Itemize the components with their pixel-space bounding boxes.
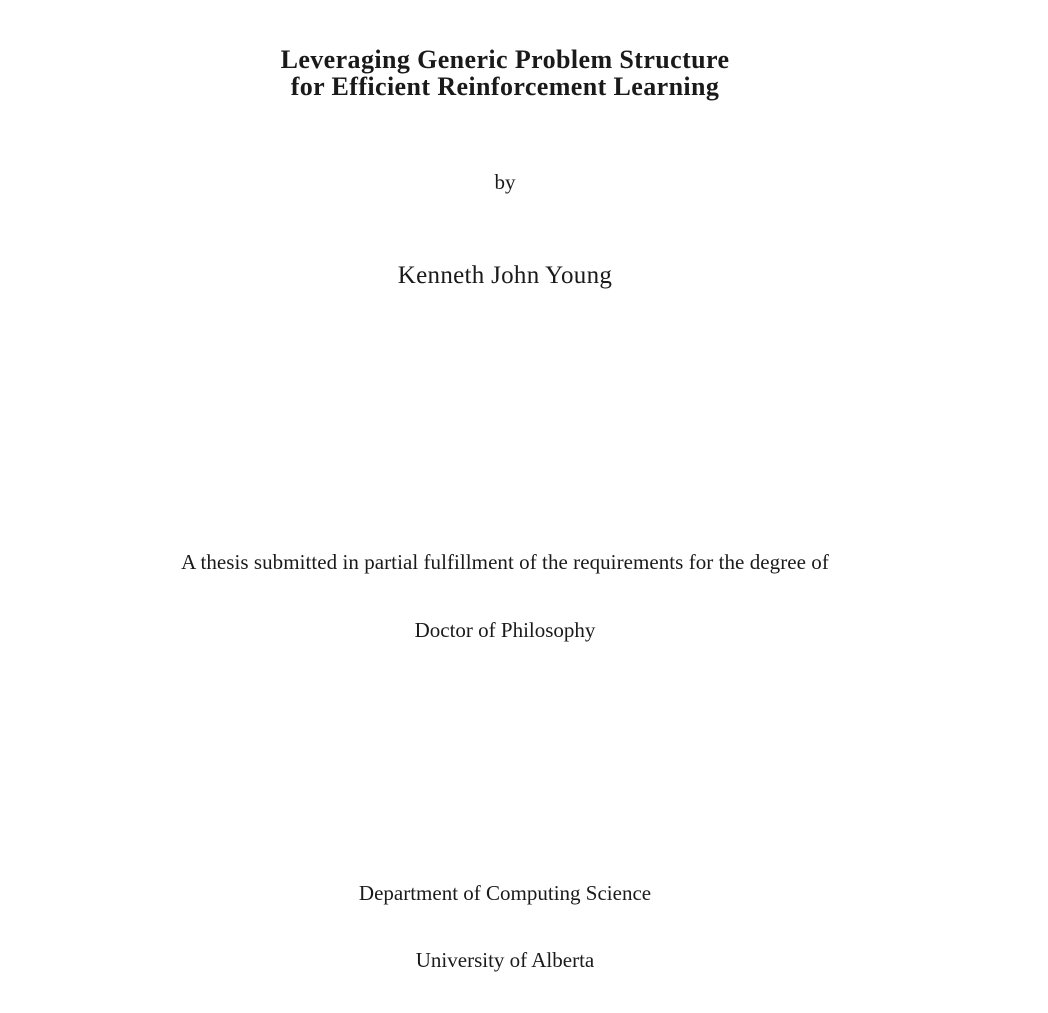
degree-name: Doctor of Philosophy — [414, 618, 596, 642]
degree-statement: A thesis submitted in partial fulfillment of the requirements for the degree of — [181, 550, 829, 574]
department-name: Department of Computing Science — [358, 881, 652, 905]
byline: by — [494, 170, 516, 194]
author-name: Kenneth John Young — [397, 262, 613, 289]
thesis-title-line-2: for Efficient Reinforcement Learning — [290, 72, 720, 101]
university-name: University of Alberta — [415, 948, 595, 972]
thesis-title-line-1: Leveraging Generic Problem Structure — [280, 45, 730, 74]
